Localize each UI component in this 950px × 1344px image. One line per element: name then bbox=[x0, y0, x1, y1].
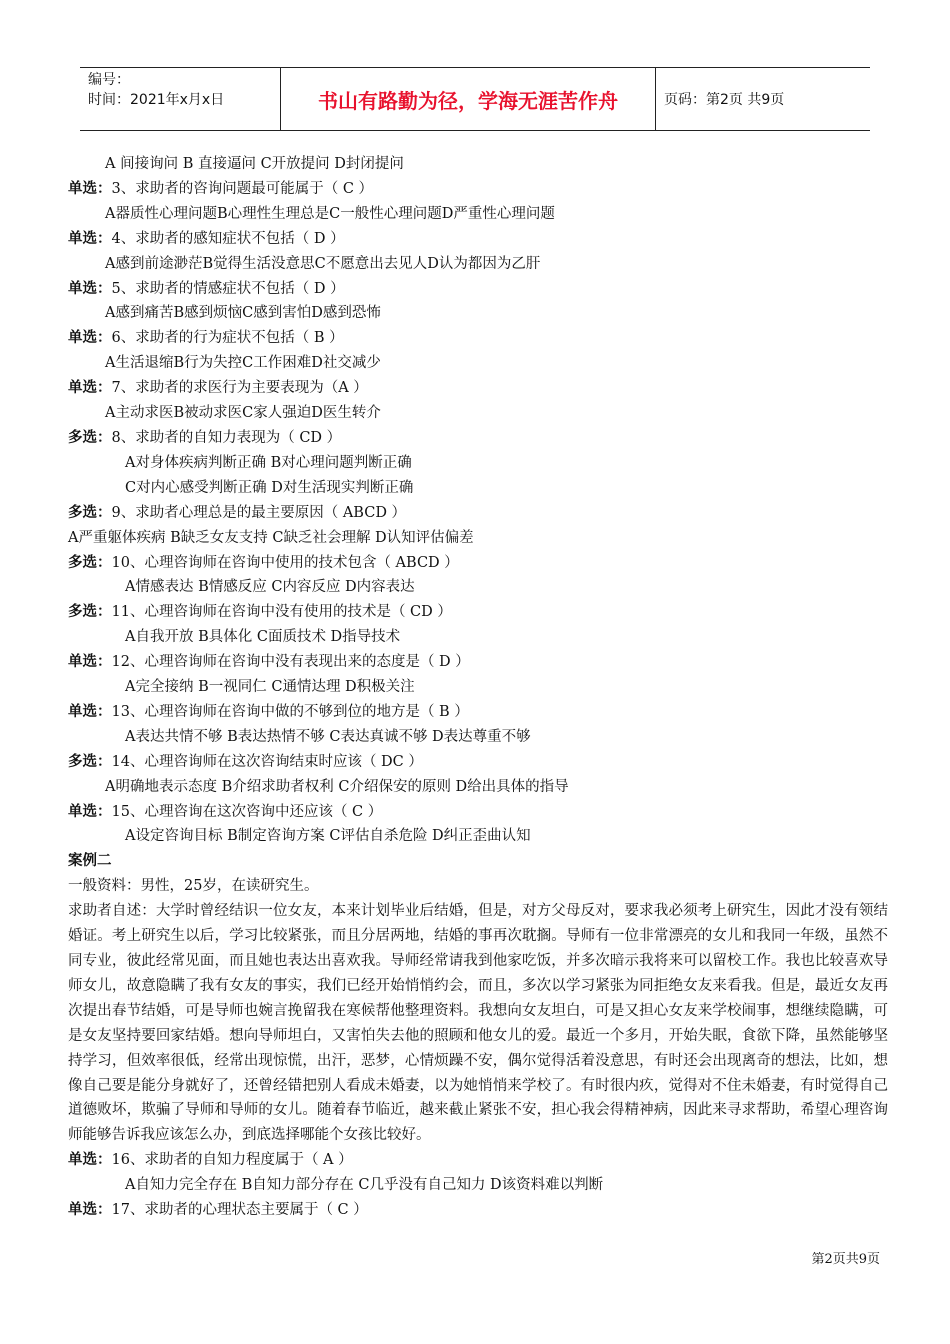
option-line: A完全接纳 B一视同仁 C通情达理 D积极关注 bbox=[125, 679, 415, 696]
question-line bbox=[68, 1198, 888, 1223]
question-text: 13、心理咨询师在咨询中做的不够到位的地方是（ B ） bbox=[111, 703, 469, 720]
question-text: 9、求助者心理总是的最主要原因（ ABCD ） bbox=[111, 504, 407, 521]
question-text: 7、求助者的求医行为主要表现为（A ） bbox=[111, 380, 368, 397]
question-line bbox=[68, 277, 888, 302]
question-line bbox=[68, 800, 888, 825]
question-line bbox=[68, 426, 888, 451]
option-line: C对内心感受判断正确 D对生活现实判断正确 bbox=[125, 479, 414, 496]
case-general-info: 一般资料：男性，25岁，在读研究生。 bbox=[68, 878, 319, 895]
case-title: 案例二 bbox=[68, 853, 112, 870]
question-type-label: 单选： bbox=[68, 280, 112, 297]
question-line bbox=[68, 700, 888, 725]
option-line: A器质性心理问题B心理性生理总是C一般性心理问题D严重性心理问题 bbox=[105, 205, 555, 222]
question-type-label: 多选： bbox=[68, 604, 112, 621]
document-body bbox=[68, 152, 888, 1223]
question-type-label: 多选： bbox=[68, 429, 112, 446]
question-line bbox=[68, 1148, 888, 1173]
question-block-1 bbox=[68, 152, 888, 849]
question-type-label: 单选： bbox=[68, 1202, 112, 1219]
header-meta bbox=[80, 68, 281, 130]
document-date: 时间：2021年x月x日 bbox=[88, 92, 225, 108]
document-number-label: 编号： bbox=[88, 72, 130, 88]
question-type-label: 单选： bbox=[68, 180, 112, 197]
question-block-2 bbox=[68, 1148, 888, 1223]
question-line bbox=[68, 501, 888, 526]
option-line: A严重躯体疾病 B缺乏女友支持 C缺乏社会理解 D认知评估偏差 bbox=[68, 529, 474, 546]
option-line: A 间接询问 B 直接逼问 C开放提问 D封闭提问 bbox=[105, 156, 404, 172]
question-text: 16、求助者的自知力程度属于（ A ） bbox=[111, 1152, 353, 1169]
question-type-label: 单选： bbox=[68, 1152, 112, 1169]
question-text: 15、心理咨询在这次咨询中还应该（ C ） bbox=[111, 803, 383, 820]
question-type-label: 多选： bbox=[68, 753, 112, 770]
question-line bbox=[68, 326, 888, 351]
question-line bbox=[68, 600, 888, 625]
case-narrative: 求助者自述：大学时曾经结识一位女友，本来计划毕业后结婚，但是，对方父母反对，要求我必须考上研究生，因此才没有领结婚证。考上研究生以后，学习比较紧张，而且分居两地，结婚的事再次耽搁。导师有一位非常漂亮的女儿和我同一年级，虽然不同专业，彼此经常见面，而且她也表达出喜欢我。导师经常请我到他家吃饭，并多次暗示我将来可以留校工作。我也比较喜欢导师女儿，故意隐瞒了我有女友的事实，我们已经开始悄悄约会，而且，多次以学习紧张为同拒绝女友来看我。但是，最近女友再次提出春节结婚，可是导师也婉言挽留我在寒候帮他整理资料。我想向女友坦白，可是又担心女友来学校闹事，想继续隐瞒，可是女友坚持要回家结婚。想向导师坦白，又害怕失去他的照顾和他女儿的爱。最近一个多月，开始失眠，食欲下降，虽然能够坚持学习，但效率很低，经常出现惊慌，出汗，恶梦，心情烦躁不安，偶尔觉得活着没意思，有时还会出现离奇的想法，比如，想像自己要是能分身就好了，还曾经错把别人看成未婚妻，以为她悄悄来学校了。有时很内疚，觉得对不住未婚妻，有时觉得自己道德败坏，欺骗了导师和导师的女儿。随着春节临近，越来截止紧张不安，担心我会得精神病，因此来寻求帮助，希望心理咨询师能够告诉我应该怎么办，到底选择哪能个女孩比较好。 bbox=[68, 903, 888, 1144]
question-type-label: 多选： bbox=[68, 504, 112, 521]
header-page-code: 页码：第2页 共9页 bbox=[664, 92, 785, 108]
page-header bbox=[80, 67, 870, 131]
option-line: A对身体疾病判断正确 B对心理问题判断正确 bbox=[125, 454, 412, 471]
question-text: 4、求助者的感知症状不包括（ D ） bbox=[111, 230, 345, 247]
question-type-label: 单选： bbox=[68, 330, 112, 347]
question-line bbox=[68, 551, 888, 576]
option-line: A主动求医B被动求医C家人强迫D医生转介 bbox=[105, 405, 381, 422]
option-line: A自我开放 B具体化 C面质技术 D指导技术 bbox=[125, 629, 401, 646]
option-line: A明确地表示态度 B介绍求助者权利 C介绍保安的原则 D给出具体的指导 bbox=[105, 778, 569, 795]
option-line: A表达共情不够 B表达热情不够 C表达真诚不够 D表达尊重不够 bbox=[125, 728, 531, 745]
question-text: 8、求助者的自知力表现为（ CD ） bbox=[111, 429, 342, 446]
option-line: A感到痛苦B感到烦恼C感到害怕D感到恐怖 bbox=[105, 305, 381, 322]
question-type-label: 单选： bbox=[68, 703, 112, 720]
option-line: A生活退缩B行为失控C工作困难D社交减少 bbox=[105, 355, 381, 372]
question-type-label: 单选： bbox=[68, 803, 112, 820]
question-text: 10、心理咨询师在咨询中使用的技术包含（ ABCD ） bbox=[111, 554, 459, 571]
option-line: A设定咨询目标 B制定咨询方案 C评估自杀危险 D纠正歪曲认知 bbox=[125, 828, 531, 845]
question-line bbox=[68, 750, 888, 775]
question-line bbox=[68, 376, 888, 401]
question-text: 12、心理咨询师在咨询中没有表现出来的态度是（ D ） bbox=[111, 654, 470, 671]
question-text: 5、求助者的情感症状不包括（ D ） bbox=[111, 280, 345, 297]
question-text: 11、心理咨询师在咨询中没有使用的技术是（ CD ） bbox=[111, 604, 452, 621]
option-line: A感到前途渺茫B觉得生活没意思C不愿意出去见人D认为都因为乙肝 bbox=[105, 255, 541, 272]
question-type-label: 单选： bbox=[68, 380, 112, 397]
header-motto: 书山有路勤为径，学海无涯苦作舟 bbox=[281, 68, 656, 130]
question-type-label: 多选： bbox=[68, 554, 112, 571]
question-text: 6、求助者的行为症状不包括（ B ） bbox=[111, 330, 344, 347]
option-line: A情感表达 B情感反应 C内容反应 D内容表达 bbox=[125, 579, 415, 596]
question-line bbox=[68, 177, 888, 202]
question-line bbox=[68, 227, 888, 252]
page-footer: 第2页共9页 bbox=[811, 1252, 880, 1267]
option-line: A自知力完全存在 B自知力部分存在 C几乎没有自己知力 D该资料难以判断 bbox=[125, 1177, 604, 1194]
question-text: 17、求助者的心理状态主要属于（ C ） bbox=[111, 1202, 368, 1219]
question-type-label: 单选： bbox=[68, 230, 112, 247]
question-line bbox=[68, 650, 888, 675]
question-type-label: 单选： bbox=[68, 654, 112, 671]
question-text: 3、求助者的咨询问题最可能属于（ C ） bbox=[111, 180, 374, 197]
question-text: 14、心理咨询师在这次咨询结束时应该（ DC ） bbox=[111, 753, 423, 770]
